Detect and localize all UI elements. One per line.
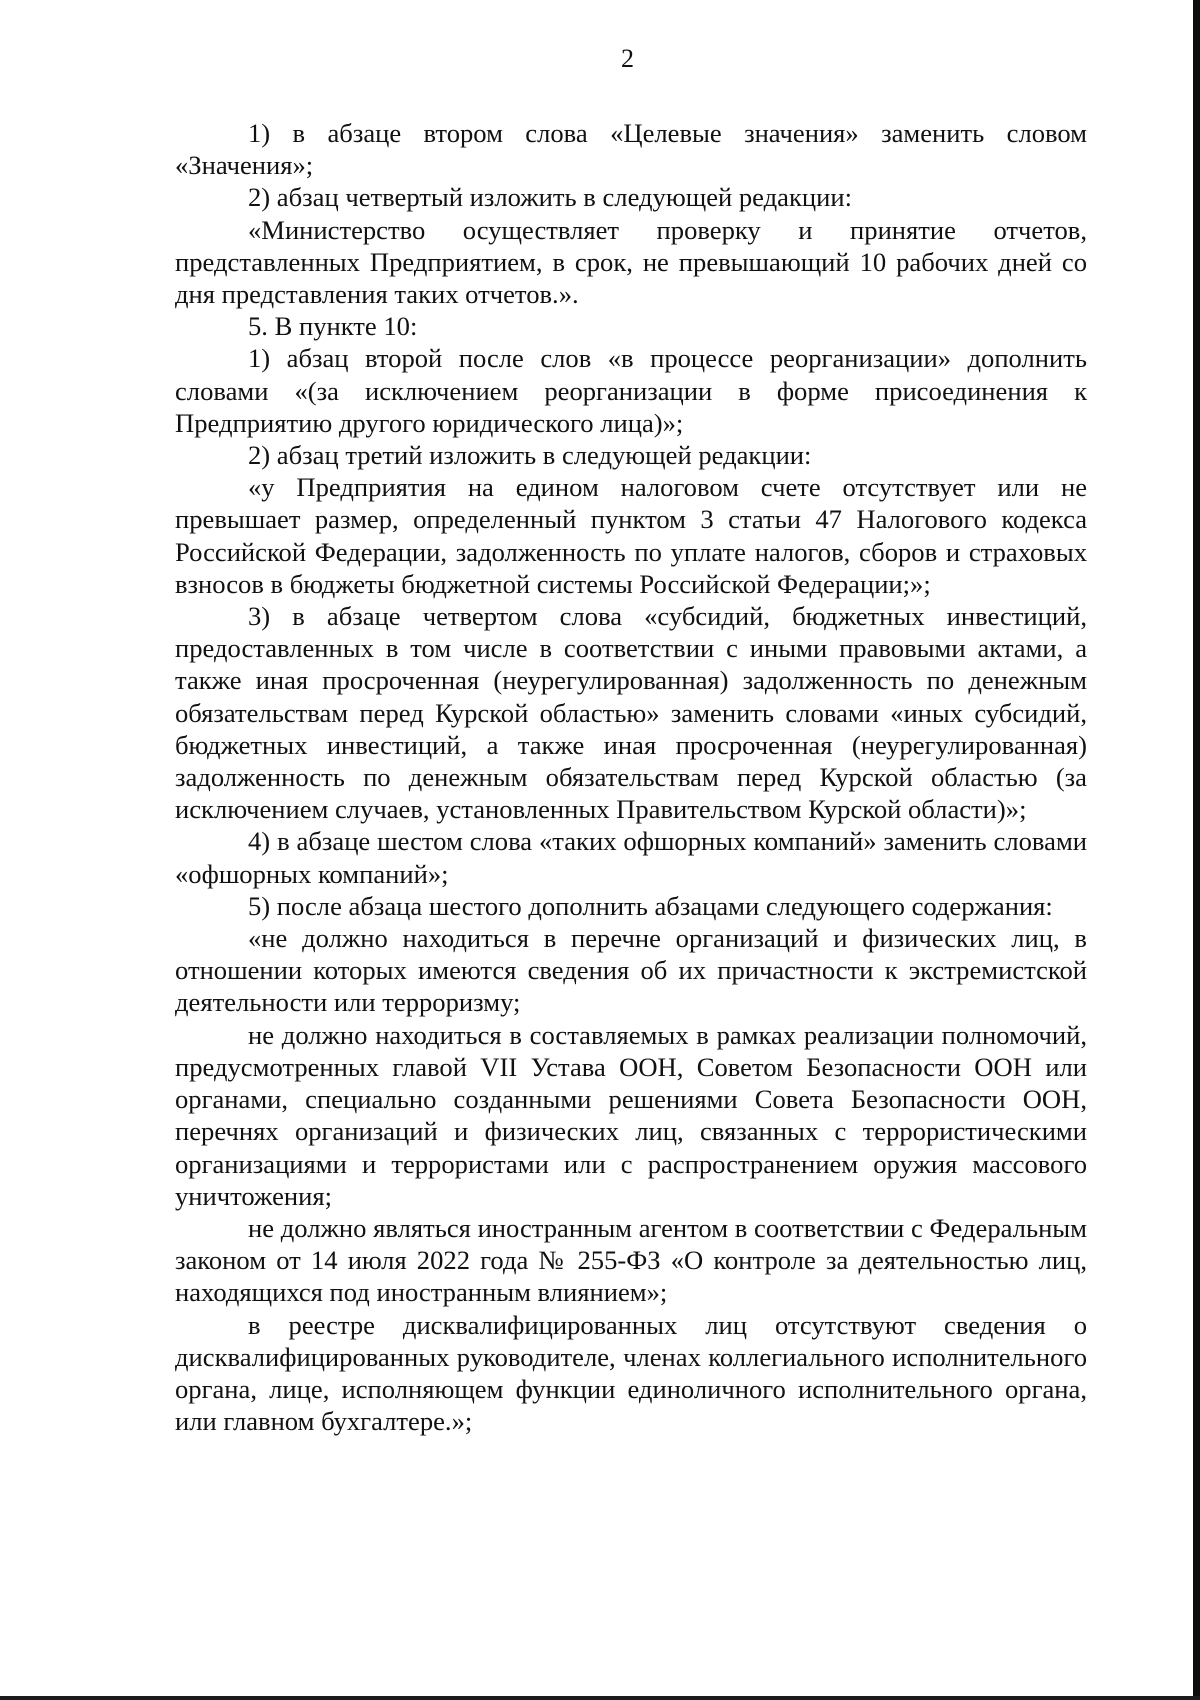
paragraph-8: 3) в абзаце четвертом слова «субсидий, бюджетных инвестиций, предоставленных в том числе в соответствии с иными правовыми актами, а также иная просроченная (неурегулированная) задолженность по денежным обязательствам перед Курской областью» заменить словами «иных субсидий, бюджетных инвестиций, а также иная просроченная (неурегулированная) задолженность по денежным обязательствам перед Курской областью (за исключением случаев, установленных Правительством Курской области)»; bbox=[175, 601, 1087, 825]
paragraph-14: в реестре дисквалифицированных лиц отсутствуют сведения о дисквалифицированных руководителе, членах коллегиального исполнительного органа, лице, исполняющем функции единоличного исполнительного органа, или главном бухгалтере.»; bbox=[175, 1309, 1087, 1437]
paragraph-10: 5) после абзаца шестого дополнить абзацами следующего содержания: bbox=[248, 890, 1053, 921]
paragraph-5: 1) абзац второй после слов «в процессе реорганизации» дополнить словами «(за исключением реорганизации в форме присоединения к Предприятию другого юридического лица)»; bbox=[175, 343, 1087, 438]
paragraph-12: не должно находиться в составляемых в рамках реализации полномочий, предусмотренных главой VII Устава ООН, Советом Безопасности ООН или органами, специально созданными решениями Совета Безопасности ООН, перечнях организаций и физических лиц, связанных с террористическими организациями и террористами или с распространением оружия массового уничтожения; bbox=[175, 1019, 1087, 1211]
scan-edge-bottom bbox=[0, 1696, 1200, 1700]
paragraph-3: «Министерство осуществляет проверку и принятие отчетов, представленных Предприятием, в срок, не превышающий 10 рабочих дней со дня представления таких отчетов.». bbox=[175, 214, 1087, 310]
paragraph-11: «не должно находиться в перечне организаций и физических лиц, в отношении которых имеются сведения об их причастности к экстремистской деятельности или терроризму; bbox=[175, 923, 1087, 1018]
paragraph-4: 5. В пункте 10: bbox=[248, 311, 418, 342]
scan-edge-right bbox=[1193, 0, 1200, 1700]
document-body bbox=[175, 117, 1087, 1437]
paragraph-7: «у Предприятия на едином налоговом счете отсутствует или не превышает размер, определенный пунктом 3 статьи 47 Налогового кодекса Российской Федерации, задолженность по уплате налогов, сборов и страховых взносов в бюджеты бюджетной системы Российской Федерации;»; bbox=[175, 472, 1087, 599]
paragraph-2: 2) абзац четвертый изложить в следующей редакции: bbox=[248, 182, 852, 213]
page-number: 2 bbox=[621, 44, 634, 73]
paragraph-1: 1) в абзаце втором слова «Целевые значения» заменить словом «Значения»; bbox=[175, 118, 1087, 181]
paragraph-13: не должно являться иностранным агентом в соответствии с Федеральным законом от 14 июля 2022 года № 255-ФЗ «О контроле за деятельностью лиц, находящихся под иностранным влиянием»; bbox=[175, 1212, 1087, 1308]
paragraph-9: 4) в абзаце шестом слова «таких офшорных компаний» заменить словами «офшорных компаний»; bbox=[175, 826, 1087, 889]
paragraph-6: 2) абзац третий изложить в следующей редакции: bbox=[248, 440, 812, 471]
